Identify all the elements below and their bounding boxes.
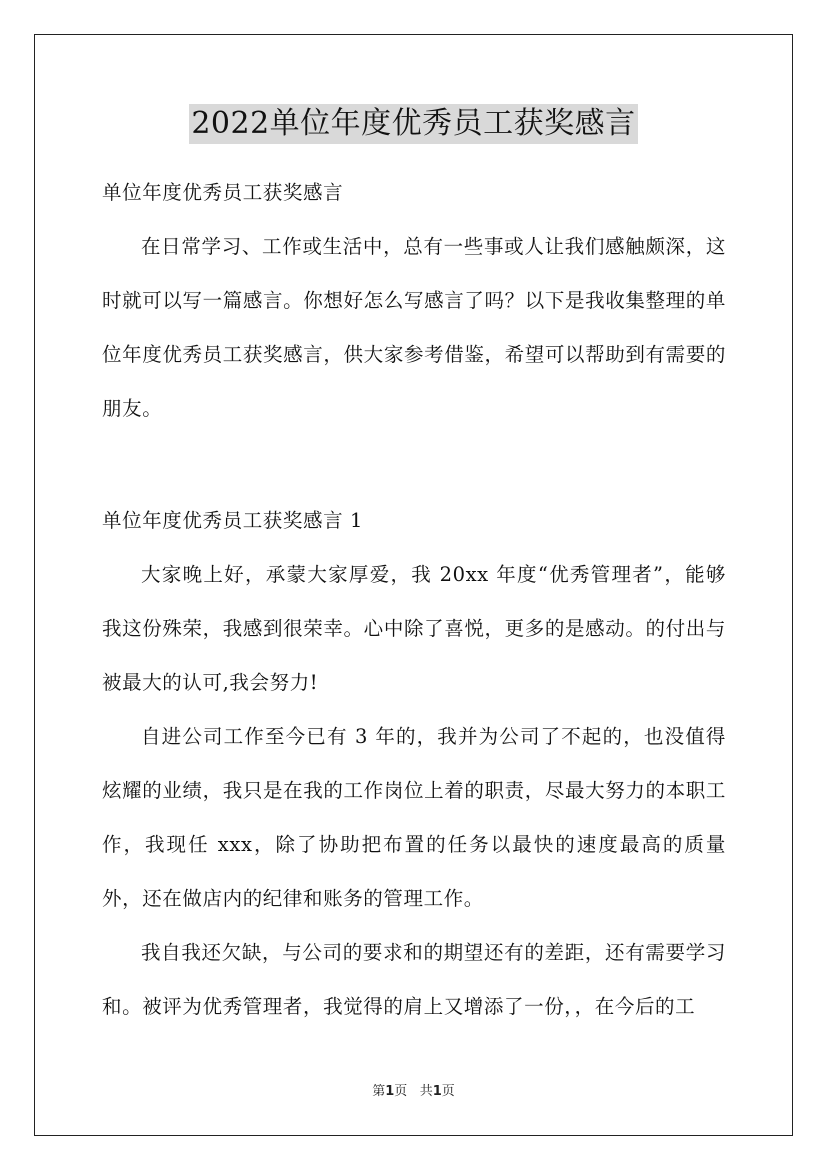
footer-page-prefix: 第 — [372, 1084, 386, 1099]
footer-page-current: 1 — [385, 1084, 395, 1099]
body-paragraph-1: 大家晚上好，承蒙大家厚爱，我 20xx 年度“优秀管理者”，能够我这份殊荣，我感到很荣幸。心中除了喜悦，更多的是感动。的付出与被最大的认可,我会努力! — [102, 563, 726, 694]
intro-heading: 单位年度优秀员工获奖感言 — [102, 181, 344, 204]
footer-page-suffix: 页 — [441, 1084, 455, 1099]
title-container — [0, 104, 827, 144]
intro-paragraph: 在日常学习、工作或生活中，总有一些事或人让我们感触颇深，这时就可以写一篇感言。你想好怎么写感言了吗？以下是我收集整理的单位年度优秀员工获奖感言，供大家参考借鉴，希望可以帮助到有需要的朋友。 — [102, 235, 726, 420]
footer-page-total: 1 — [432, 1084, 442, 1099]
body-paragraph-2: 自进公司工作至今已有 3 年的，我并为公司了不起的，也没值得炫耀的业绩，我只是在我的工作岗位上着的职责，尽最大努力的本职工作，我现任 xxx，除了协助把布置的任务以最快的速度最高的质量外，还在做店内的纪律和账务的管理工作。 — [102, 725, 726, 910]
section-heading: 单位年度优秀员工获奖感言 1 — [102, 509, 364, 532]
document-title: 2022单位年度优秀员工获奖感言 — [189, 104, 637, 144]
footer-page-mid: 页 共 — [394, 1084, 433, 1099]
document-body — [102, 166, 726, 436]
body-paragraph-3: 我自我还欠缺，与公司的要求和的期望还有的差距，还有需要学习和。被评为优秀管理者，我觉得的肩上又增添了一份，，在今后的工 — [102, 941, 726, 1018]
page-footer — [0, 1083, 827, 1101]
section-body — [102, 494, 726, 1034]
